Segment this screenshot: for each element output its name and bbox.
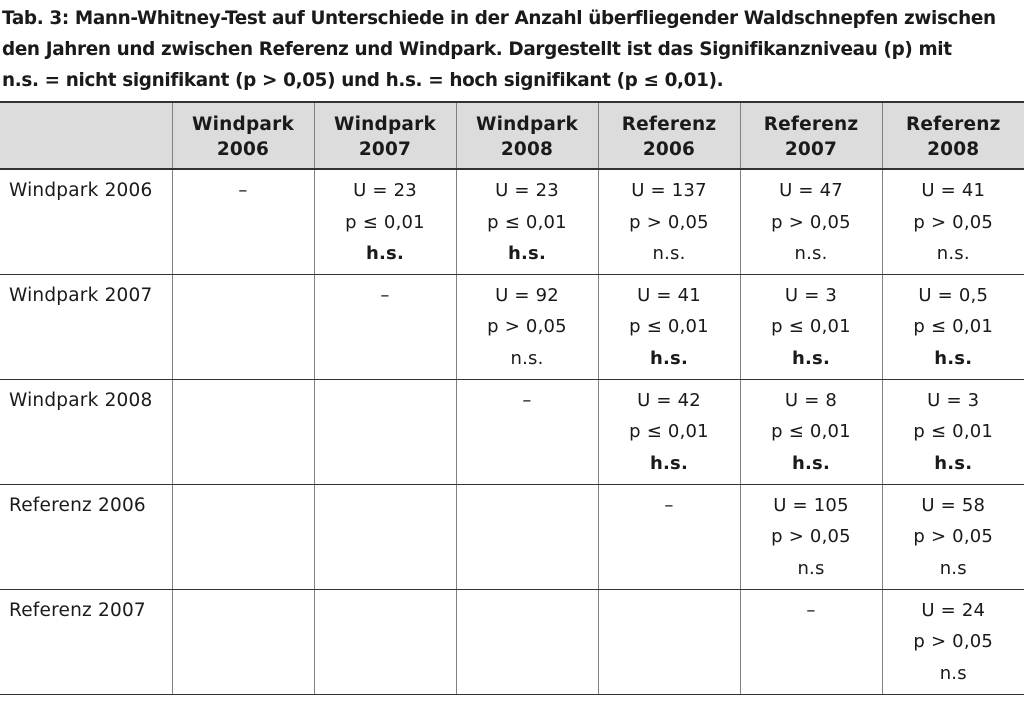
table-row [0, 379, 1024, 484]
u-statistic: U = 8 [784, 389, 838, 411]
column-header [740, 102, 882, 169]
significance-label: n.s. [510, 347, 544, 369]
u-statistic: U = 92 [495, 284, 559, 306]
p-value: p ≤ 0,01 [913, 316, 994, 337]
table-cell [598, 484, 740, 589]
diagonal-dash: – [806, 599, 816, 621]
column-header-line-1: Windpark [192, 113, 294, 135]
u-statistic: U = 58 [921, 494, 986, 516]
row-label: Referenz 2006 [0, 484, 172, 589]
p-value: p ≤ 0,01 [487, 211, 567, 233]
column-header-line-2: 2006 [216, 138, 270, 160]
u-statistic: U = 23 [353, 180, 417, 201]
table-cell [882, 274, 1024, 379]
p-value: p ≤ 0,01 [771, 421, 851, 442]
u-statistic: U = 3 [784, 284, 838, 306]
significance-label: h.s. [649, 452, 688, 474]
p-value: p ≤ 0,01 [629, 421, 709, 442]
significance-label: n.s [939, 662, 967, 684]
table-row [0, 589, 1024, 694]
column-header-line-2: 2006 [642, 138, 696, 160]
diagonal-dash: – [522, 389, 532, 411]
table-row [0, 274, 1024, 379]
significance-label: n.s. [794, 243, 828, 264]
row-label: Windpark 2006 [0, 169, 172, 274]
u-statistic: U = 41 [921, 180, 986, 201]
table-cell [172, 484, 314, 589]
u-statistic: U = 3 [927, 389, 980, 411]
column-header [598, 102, 740, 169]
table-cell [314, 274, 456, 379]
u-statistic: U = 24 [921, 599, 986, 621]
table-row [0, 169, 1024, 274]
p-value: p > 0,05 [913, 631, 994, 652]
column-header [456, 102, 598, 169]
column-header [314, 102, 456, 169]
significance-label: n.s. [652, 243, 686, 264]
column-header-line-2: 2007 [784, 138, 838, 160]
table-cell [882, 379, 1024, 484]
table-cell [172, 379, 314, 484]
p-value: p > 0,05 [771, 211, 851, 233]
table-caption [2, 3, 1020, 96]
p-value: p > 0,05 [913, 526, 994, 547]
p-value: p ≤ 0,01 [345, 211, 425, 233]
column-header-line-1: Referenz [621, 113, 717, 135]
caption-line-3: n.s. = nicht signifikant (p > 0,05) und h.s. = hoch signifikant (p ≤ 0,01). [2, 70, 724, 91]
p-value: p > 0,05 [913, 211, 994, 233]
u-statistic: U = 137 [631, 180, 707, 201]
row-label: Windpark 2007 [0, 274, 172, 379]
table-cell [740, 274, 882, 379]
p-value: p ≤ 0,01 [913, 421, 994, 442]
significance-label: h.s. [791, 347, 830, 369]
row-label: Windpark 2008 [0, 379, 172, 484]
table-cell [456, 589, 598, 694]
table-cell [456, 484, 598, 589]
column-header-line-1: Windpark [476, 113, 578, 135]
u-statistic: U = 41 [637, 284, 701, 306]
significance-label: n.s [797, 557, 825, 579]
significance-label: h.s. [365, 243, 404, 264]
header-row [0, 102, 1024, 169]
column-header-line-2: 2007 [358, 138, 412, 160]
u-statistic: U = 42 [637, 389, 701, 411]
column-header-line-2: 2008 [927, 138, 980, 160]
u-statistic: U = 47 [779, 180, 843, 201]
u-statistic: U = 23 [495, 180, 559, 201]
table-cell [740, 589, 882, 694]
mann-whitney-table [0, 101, 1024, 695]
u-statistic: U = 0,5 [918, 284, 989, 306]
p-value: p > 0,05 [487, 316, 567, 337]
significance-label: h.s. [507, 243, 546, 264]
table-cell [172, 169, 314, 274]
table-cell [456, 379, 598, 484]
column-header-line-2: 2008 [500, 138, 554, 160]
table-cell [882, 589, 1024, 694]
table-cell [456, 274, 598, 379]
table-cell [740, 379, 882, 484]
table-cell [314, 379, 456, 484]
column-header-line-1: Windpark [334, 113, 436, 135]
table-cell [598, 379, 740, 484]
table-cell [598, 589, 740, 694]
table-cell [882, 484, 1024, 589]
diagonal-dash: – [238, 180, 248, 201]
table-cell [314, 484, 456, 589]
significance-label: h.s. [934, 452, 973, 474]
caption-line-2: den Jahren und zwischen Referenz und Windpark. Dargestellt ist das Signifikanzniveau (p) mit [2, 39, 952, 60]
table-cell [882, 169, 1024, 274]
table-cell [598, 274, 740, 379]
table-body [0, 169, 1024, 694]
caption-line-1: Tab. 3: Mann-Whitney-Test auf Unterschiede in der Anzahl überfliegender Waldschnepfen zwischen [2, 8, 996, 29]
significance-label: h.s. [649, 347, 688, 369]
diagonal-dash: – [664, 494, 674, 516]
column-header-line-1: Referenz [763, 113, 859, 135]
table-cell [172, 274, 314, 379]
row-label: Referenz 2007 [0, 589, 172, 694]
table-cell [598, 169, 740, 274]
table-cell [314, 589, 456, 694]
p-value: p > 0,05 [629, 211, 709, 233]
table-cell [740, 484, 882, 589]
diagonal-dash: – [380, 284, 390, 306]
significance-label: h.s. [934, 347, 973, 369]
column-header [882, 102, 1024, 169]
p-value: p > 0,05 [771, 526, 851, 547]
table-cell [172, 589, 314, 694]
header-corner-cell [0, 102, 172, 169]
table-cell [314, 169, 456, 274]
significance-label: n.s [939, 557, 967, 579]
column-header-line-1: Referenz [905, 113, 1001, 135]
p-value: p ≤ 0,01 [771, 316, 851, 337]
significance-label: h.s. [791, 452, 830, 474]
p-value: p ≤ 0,01 [629, 316, 709, 337]
table-cell [740, 169, 882, 274]
column-header [172, 102, 314, 169]
significance-label: n.s. [936, 243, 970, 264]
table-cell [456, 169, 598, 274]
u-statistic: U = 105 [773, 494, 849, 516]
table-row [0, 484, 1024, 589]
